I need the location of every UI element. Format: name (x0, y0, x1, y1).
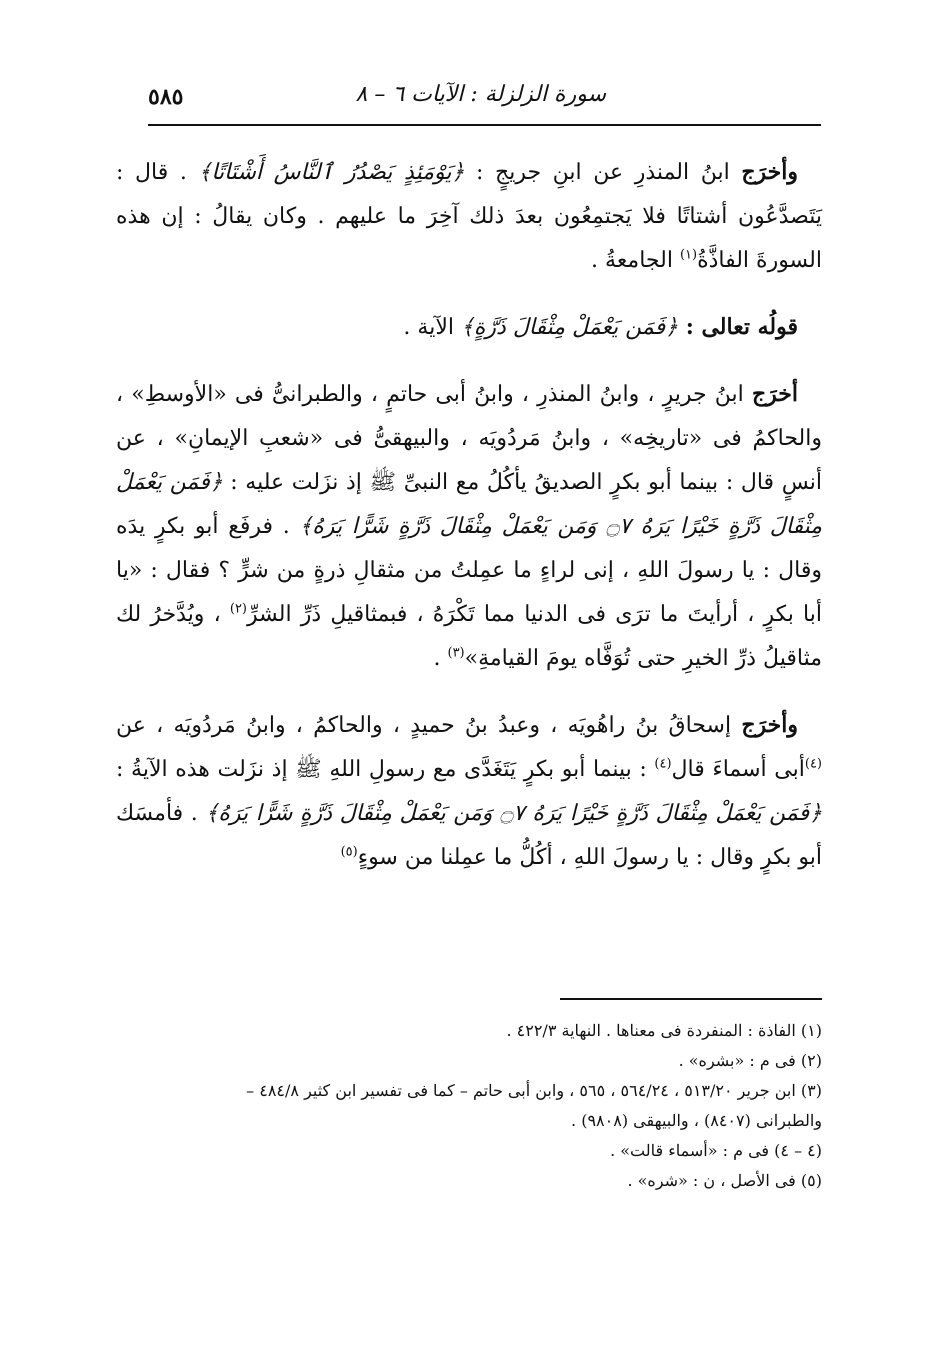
paragraph-2-lead: أخرَج (751, 381, 798, 407)
verse-heading (116, 305, 822, 350)
footnote-5: (٥) فى الأصل ، ن : «شره» . (627, 1171, 822, 1190)
paragraph-1-quran: ﴿يَوْمَئِذٍ يَصْدُرُ ٱلنَّاسُ أَشْتَاتًا﴾ (198, 160, 465, 185)
footnote-2: (٢) فى م : «بشره» . (678, 1051, 822, 1070)
paragraph-2 (116, 372, 822, 681)
footnote-marker-1: (١) (679, 247, 698, 263)
paragraph-2-text-c: ، ويُدَّخرُ لك مثاقيلُ ذرِّ الخيرِ حتى تُوَفَّاه يومَ القيامةِ» (116, 602, 822, 671)
paragraph-3-text-c: : بينما أبو بكرٍ يَتَغَدَّى مع رسولِ اللهِ ﷺ إذ نزَلت هذه الآيةُ : (116, 757, 655, 782)
footnote-3: (٣) ابن جرير ٥١٣/٢٠ ، ٥٦٤/٢٤ ، ٥٦٥ ، وابن أبى حاتم – كما فى تفسير ابن كثير ٤٨٤/٨ – (246, 1081, 822, 1100)
footnote-3-continued: والطبرانى (٨٤٠٧) ، والبيهقى (٩٨٠٨) . (571, 1111, 822, 1130)
paragraph-1-text-b: . قال : يَتَصدَّعُون أشتاتًا فلا يَجتمِعُون بعدَ ذلك آخِرَ ما عليهم . وكان يقالُ : إن هذه السورةَ الفاذَّةُ (116, 160, 822, 273)
paragraph-3-lead: وأخرَج (741, 712, 798, 738)
paragraph-3-text-b: أبى أسماءَ قال (671, 757, 805, 782)
running-title: سورة الزلزلة : الآيات ٦ – ٨ (355, 82, 606, 107)
main-text (116, 150, 822, 902)
paragraph-1 (116, 150, 822, 283)
footnote-rule (560, 998, 822, 1000)
paragraph-3-text-d: . فأمسَك أبو بكرٍ وقال : يا رسولَ اللهِ ، أكُلُّ ما عمِلنا من سوءٍ (116, 801, 822, 870)
paragraph-1-text-a: ابنُ المنذرِ عن ابنِ جريجٍ : (464, 160, 742, 185)
verse-heading-quran: ﴿فَمَن يَعْمَلْ مِثْقَالَ ذَرَّةٍ﴾ (460, 315, 679, 340)
paragraph-2-quran: ﴿فَمَن يَعْمَلْ مِثْقَالَ ذَرَّةٍ خَيْرًا يَرَهُ ۝٧ وَمَن يَعْمَلْ مِثْقَالَ ذَرَّةٍ شَرًّا يَرَهُ﴾ (116, 470, 822, 539)
header-rule (148, 124, 821, 126)
paragraph-3-quran: ﴿فَمَن يَعْمَلْ مِثْقَالَ ذَرَّةٍ خَيْرًا يَرَهُ ۝٧ وَمَن يَعْمَلْ مِثْقَالَ ذَرَّةٍ شَرًّا يَرَهُ﴾ (205, 801, 823, 826)
footnote-marker-2: (٢) (229, 601, 247, 617)
paragraph-1-text-c: الجامعةُ . (591, 248, 680, 273)
paragraph-2-text-d: . (433, 646, 448, 671)
paragraph-2-text-a: ابنُ جريرٍ ، وابنُ المنذرِ ، وابنُ أبى حاتمٍ ، والطبرانىُّ فى «الأوسطِ» ، والحاكمُ فى «تاريخِه» ، وابنُ مَردُويَه ، والبيهقىُّ فى «شعبِ الإيمانِ» ، عن أنسٍ قال : بينما أبو بكرٍ الصديقُ يأكُلُ مع النبىِّ ﷺ إذ نزَلت عليه : (116, 382, 822, 495)
footnotes (150, 1016, 822, 1196)
footnote-4: (٤ – ٤) فى م : «أسماء قالت» . (610, 1141, 822, 1160)
verse-heading-text: الآية . (403, 315, 461, 340)
paragraph-2-text-b: . فرفَع أبو بكرٍ يدَه وقال : يا رسولَ اللهِ ، إنى لراءٍ ما عمِلتُ من مثقالِ ذرةٍ من شرٍّ ؟ فقال : «يا أبا بكرٍ ، أرأيتَ ما ترَى فى الدنيا مما تَكْرَهُ ، فبمثاقيلِ ذَرِّ الشرِّ (116, 514, 822, 627)
footnote-marker-3: (٣) (447, 645, 465, 661)
footnote-marker-5: (٥) (340, 844, 358, 860)
paragraph-3 (116, 703, 822, 880)
paragraph-1-lead: وأخرَج (741, 159, 798, 185)
footnote-marker-4-open: (٤) (804, 756, 822, 772)
footnote-marker-4-close: (٤) (654, 756, 672, 772)
verse-heading-lead: قولُه تعالى : (678, 314, 798, 340)
paragraph-3-text-a: إسحاقُ بنُ راهُويَه ، وعبدُ بنُ حميدٍ ، والحاكمُ ، وابنُ مَردُويَه ، عن (116, 713, 742, 738)
page-header (148, 78, 821, 118)
page-number: ٥٨٥ (148, 84, 184, 110)
footnote-1: (١) الفاذة : المنفردة فى معناها . النهاية ٤٢٢/٣ . (506, 1021, 822, 1040)
